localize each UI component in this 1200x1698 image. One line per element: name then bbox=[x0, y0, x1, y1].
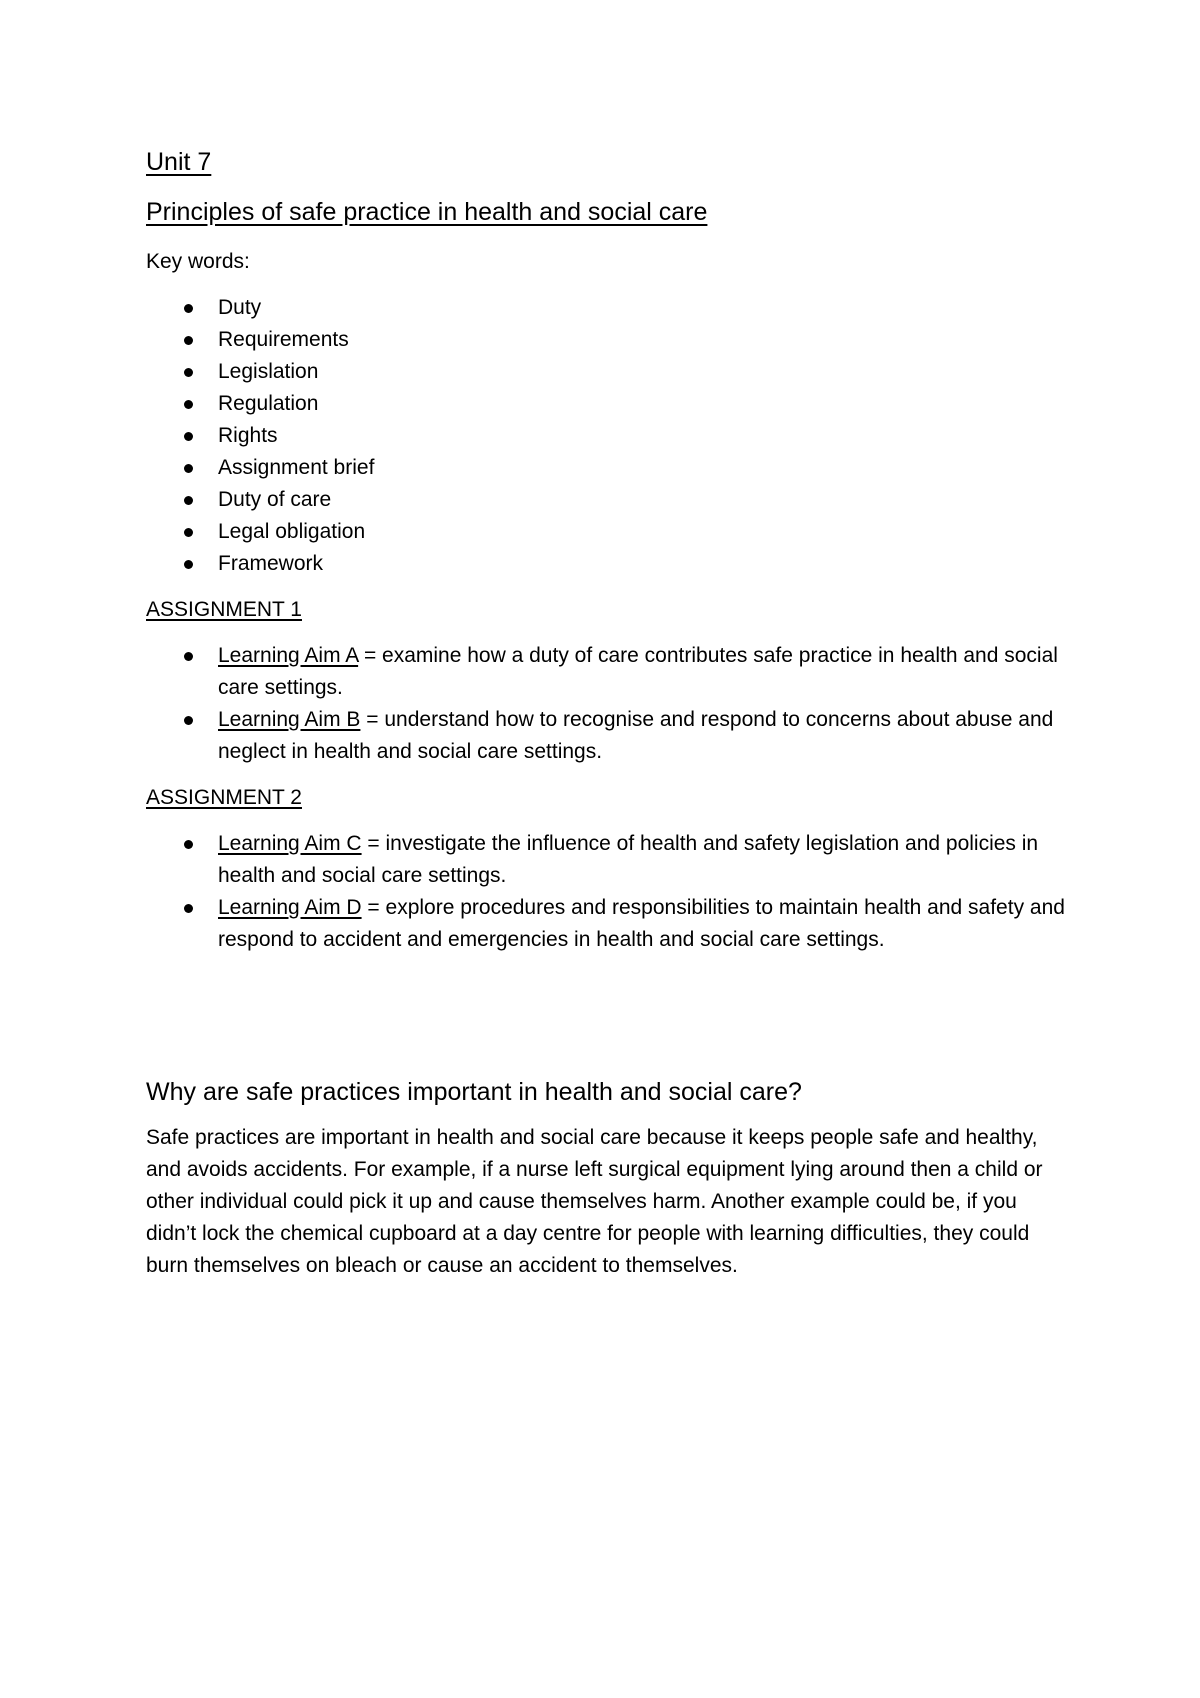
assignment-1-heading: ASSIGNMENT 1 bbox=[146, 598, 302, 621]
document-subtitle: Principles of safe practice in health and social care bbox=[146, 198, 708, 226]
learning-aim-name: Learning Aim D bbox=[218, 896, 362, 919]
keyword-item bbox=[146, 388, 1086, 420]
bullet-icon bbox=[184, 528, 193, 537]
question-heading: Why are safe practices important in health and social care? bbox=[146, 1078, 802, 1106]
bullet-icon bbox=[184, 716, 193, 725]
bullet-icon bbox=[184, 464, 193, 473]
assignment-2-aims bbox=[146, 828, 1086, 956]
learning-aim-text: = investigate the influence of health and safety legislation and policies in health and social care settings. bbox=[218, 832, 1039, 887]
keyword-text: Legislation bbox=[218, 360, 319, 383]
learning-aim-text: = understand how to recognise and respond to concerns about abuse and neglect in health and social care settings. bbox=[218, 708, 1054, 763]
learning-aim-name: Learning Aim B bbox=[218, 708, 361, 731]
keyword-item bbox=[146, 548, 1086, 580]
learning-aim-name: Learning Aim C bbox=[218, 832, 362, 855]
assignment-2-heading: ASSIGNMENT 2 bbox=[146, 786, 302, 809]
learning-aim-name: Learning Aim A bbox=[218, 644, 359, 667]
bullet-icon bbox=[184, 368, 193, 377]
keyword-item bbox=[146, 420, 1086, 452]
keyword-item bbox=[146, 452, 1086, 484]
bullet-icon bbox=[184, 400, 193, 409]
learning-aim-item bbox=[146, 892, 1086, 956]
keyword-text: Assignment brief bbox=[218, 456, 375, 479]
keyword-text: Requirements bbox=[218, 328, 349, 351]
answer-paragraph: Safe practices are important in health and social care because it keeps people safe and healthy, and avoids accidents. For example, if a nurse left surgical equipment lying around then a child or other individual could pick it up and cause themselves harm. Another example could be, if you didn’t lock the chemical cupboard at a day centre for people with learning difficulties, they could burn themselves on bleach or cause an accident to themselves. bbox=[146, 1126, 1043, 1277]
keyword-item bbox=[146, 356, 1086, 388]
keyword-text: Duty bbox=[218, 296, 262, 319]
keywords-label: Key words: bbox=[146, 250, 250, 273]
learning-aim-item bbox=[146, 704, 1086, 768]
keyword-item bbox=[146, 292, 1086, 324]
learning-aim-text: = examine how a duty of care contributes safe practice in health and social care settings. bbox=[218, 644, 1058, 699]
bullet-icon bbox=[184, 840, 193, 849]
keyword-text: Rights bbox=[218, 424, 278, 447]
document-content bbox=[146, 146, 1086, 1282]
keyword-text: Legal obligation bbox=[218, 520, 366, 543]
keywords-list bbox=[146, 292, 1086, 580]
bullet-icon bbox=[184, 304, 193, 313]
bullet-icon bbox=[184, 560, 193, 569]
keyword-text: Framework bbox=[218, 552, 324, 575]
keyword-item bbox=[146, 324, 1086, 356]
bullet-icon bbox=[184, 652, 193, 661]
bullet-icon bbox=[184, 432, 193, 441]
unit-title: Unit 7 bbox=[146, 148, 212, 176]
bullet-icon bbox=[184, 336, 193, 345]
learning-aim-text: = explore procedures and responsibilities to maintain health and safety and respond to accident and emergencies in health and social care settings. bbox=[218, 896, 1065, 951]
bullet-icon bbox=[184, 496, 193, 505]
keyword-item bbox=[146, 484, 1086, 516]
keyword-item bbox=[146, 516, 1086, 548]
assignment-1-aims bbox=[146, 640, 1086, 768]
keyword-text: Duty of care bbox=[218, 488, 332, 511]
keyword-text: Regulation bbox=[218, 392, 319, 415]
bullet-icon bbox=[184, 904, 193, 913]
learning-aim-item bbox=[146, 828, 1086, 892]
learning-aim-item bbox=[146, 640, 1086, 704]
